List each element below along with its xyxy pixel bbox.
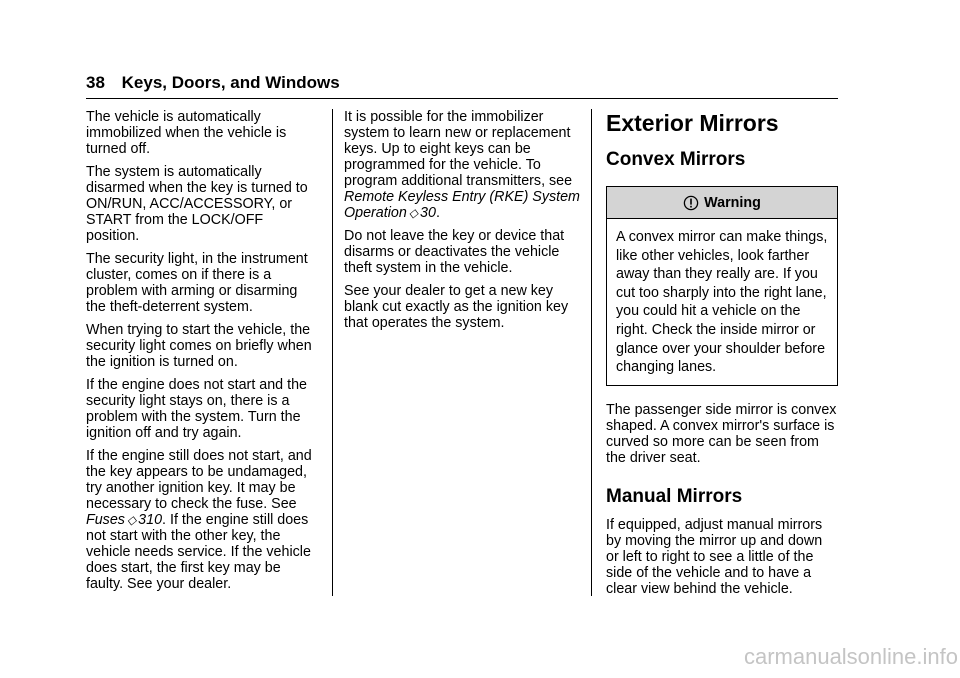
page-number: 38 bbox=[86, 73, 105, 92]
column-1 bbox=[86, 109, 320, 599]
paragraph: See your dealer to get a new key blank cut exactly as the ignition key that operates the system. bbox=[344, 283, 569, 331]
warning-label: Warning bbox=[704, 194, 761, 211]
warning-header bbox=[607, 187, 837, 219]
paragraph: When trying to start the vehicle, the security light comes on briefly when the ignition is turned on. bbox=[86, 322, 312, 370]
paragraph: If the engine does not start and the security light stays on, there is a problem with the system. Turn the ignition off and try again. bbox=[86, 377, 307, 441]
column-divider bbox=[332, 109, 333, 596]
section-title: Keys, Doors, and Windows bbox=[121, 73, 340, 92]
subsection-heading: Manual Mirrors bbox=[606, 485, 743, 507]
header-rule bbox=[86, 98, 838, 99]
column-2 bbox=[344, 109, 580, 338]
page-header bbox=[86, 72, 838, 94]
column-divider bbox=[591, 109, 592, 596]
warning-icon bbox=[683, 195, 699, 211]
xref-arrow-icon: ◇ bbox=[408, 206, 419, 220]
paragraph: The passenger side mirror is convex shaped. A convex mirror's surface is curved so more can be seen from the driver seat. bbox=[606, 401, 837, 466]
column-3 bbox=[606, 108, 838, 604]
section-heading: Exterior Mirrors bbox=[606, 110, 779, 136]
xref-arrow-icon: ◇ bbox=[126, 513, 137, 527]
warning-box bbox=[606, 186, 838, 386]
paragraph: The vehicle is automatically immobilized when the vehicle is turned off. bbox=[86, 109, 287, 157]
paragraph-rke: It is possible for the immobilizer system to learn new or replacement keys. Up to eight keys can be programmed for the vehicle. To program additional transmitters, see Remote Keyless Entry (RKE) System Operation ◇ 30. bbox=[344, 109, 580, 221]
fuses-xref-link[interactable]: Fuses ◇ 310 bbox=[86, 512, 163, 528]
paragraph: The system is automatically disarmed when the key is turned to ON/RUN, ACC/ACCESSORY, or START from the LOCK/OFF position. bbox=[86, 164, 308, 244]
watermark: carmanualsonline.info bbox=[743, 644, 958, 669]
warning-text: A convex mirror can make things, like other vehicles, look farther away than they really are. If you cut too sharply into the right lane, you could hit a vehicle on the right. Check the inside mirror or glance over your shoulder before changing lanes. bbox=[616, 229, 828, 376]
rke-xref-link[interactable]: Remote Keyless Entry (RKE) System Operation ◇ 30 bbox=[344, 189, 580, 221]
subsection-heading: Convex Mirrors bbox=[606, 149, 746, 170]
paragraph-fuses: If the engine still does not start, and the key appears to be undamaged, try another ignition key. It may be necessary to check the fuse. See Fuses ◇ 310. If the engine still does not start with the other key, the vehicle needs service. If the vehicle does start, the first key may be faulty. See your dealer. bbox=[86, 448, 312, 592]
paragraph: If equipped, adjust manual mirrors by moving the mirror up and down or left to right to see a little of the side of the vehicle and to have a clear view behind the vehicle. bbox=[606, 516, 823, 597]
paragraph: The security light, in the instrument cluster, comes on if there is a problem with arming or disarming the theft-deterrent system. bbox=[86, 251, 308, 315]
paragraph: Do not leave the key or device that disarms or deactivates the vehicle theft system in the vehicle. bbox=[344, 228, 565, 276]
